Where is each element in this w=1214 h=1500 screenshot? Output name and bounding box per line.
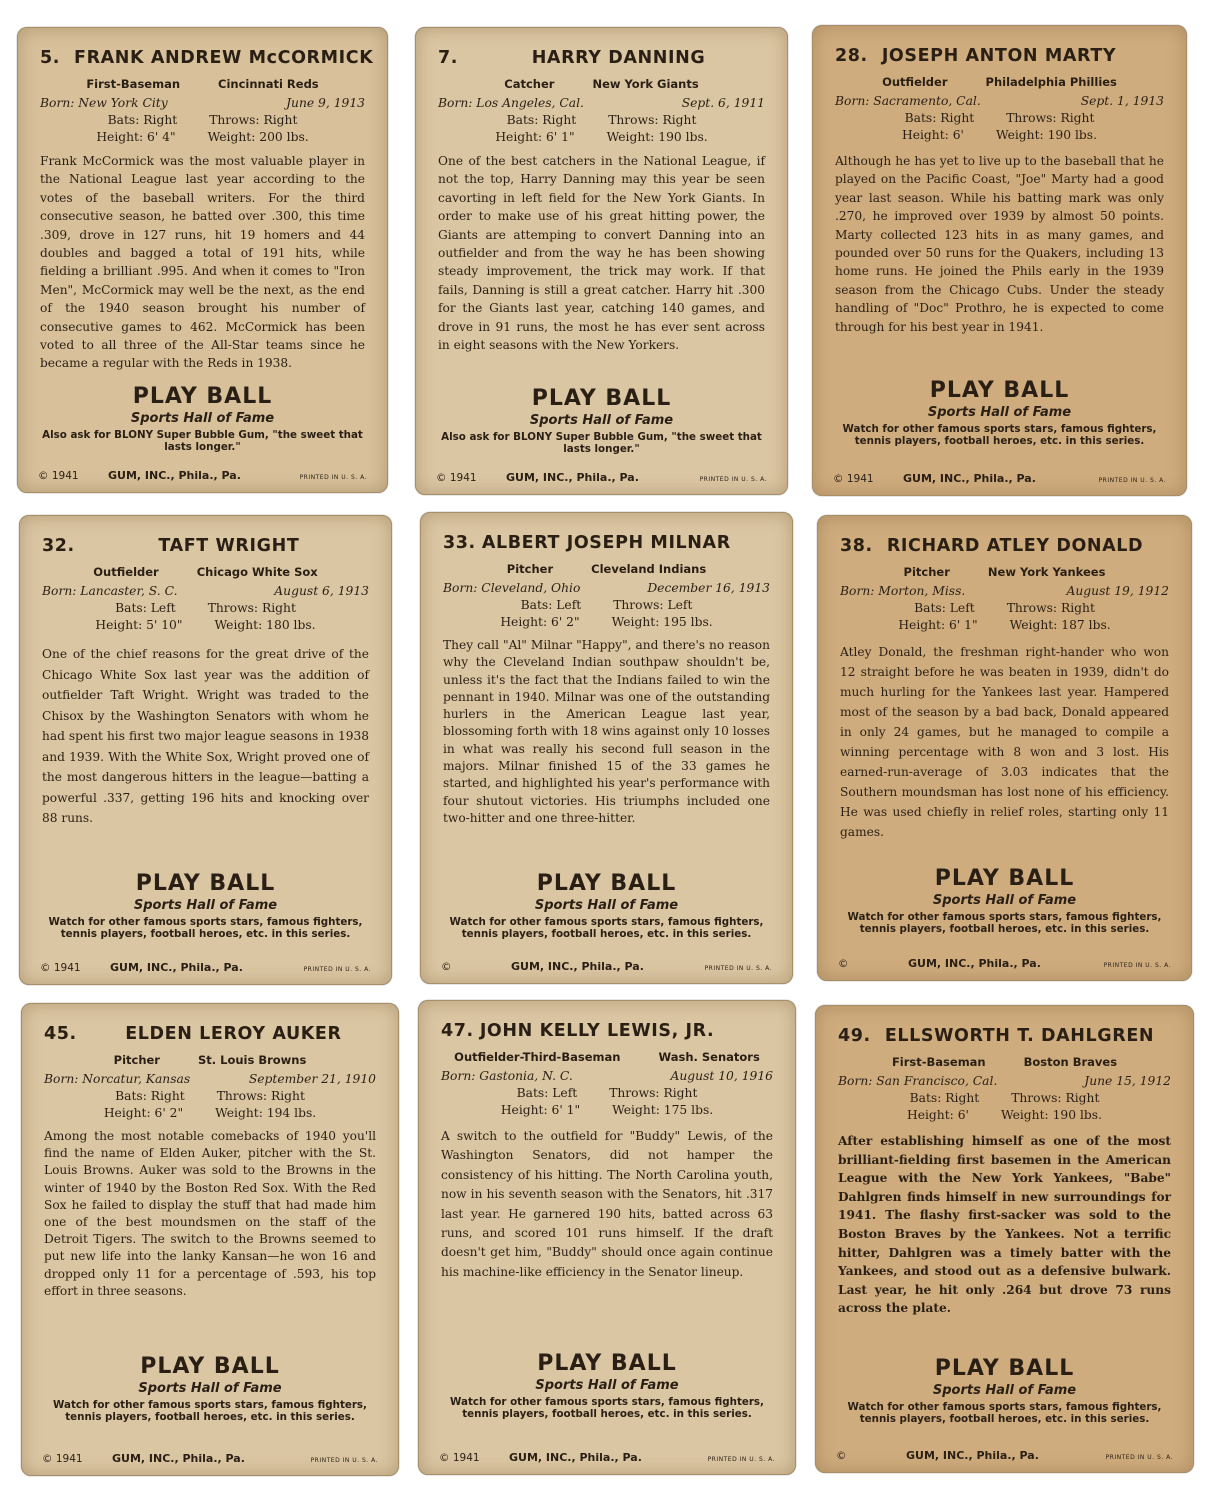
card-header bbox=[840, 536, 1169, 556]
card-45 bbox=[21, 1003, 399, 1476]
card-header bbox=[44, 1024, 376, 1044]
player-name: HARRY DANNING bbox=[531, 48, 706, 68]
bats-throws-row bbox=[40, 113, 365, 127]
player-bio: Atley Donald, the freshman right-hander who won 12 straight before he was beaten in 1939, didn't do much hurling for the Yankees last year. Hampered most of the season by a bad back, Donald appeared in only 24 games, but he managed to compile a winning percentage with 8 won and 3 lost. His earned-run-average of 3.03 indicates that the Southern moundsman has lost none of his efficiency. He was used chiefly in relief roles, starting only 11 games. bbox=[840, 645, 1169, 839]
born-row bbox=[438, 96, 765, 110]
card-header bbox=[438, 48, 765, 68]
player-position: Outfielder bbox=[882, 75, 948, 89]
promo-note: Watch for other famous sports stars, famous fighters, tennis players, football heroes, etc. in this series. bbox=[48, 916, 363, 940]
printed-usa: PRINTED IN U. S. A. bbox=[1105, 1454, 1173, 1461]
promo-note: Also ask for BLONY Super Bubble Gum, "the sweet that lasts longer." bbox=[42, 429, 363, 453]
bats-throws-row bbox=[840, 601, 1169, 615]
born-row bbox=[42, 584, 369, 598]
copyright: © 1941 bbox=[833, 473, 874, 485]
play-ball-block bbox=[818, 866, 1191, 935]
height-weight-row bbox=[838, 1108, 1171, 1122]
throws: Throws: Right bbox=[1006, 601, 1095, 615]
height: Height: 6' bbox=[902, 128, 964, 142]
player-team: Cincinnati Reds bbox=[218, 77, 319, 91]
card-footer bbox=[40, 961, 371, 974]
card-7 bbox=[415, 27, 788, 495]
play-ball-title: PLAY BALL bbox=[537, 1351, 677, 1376]
publisher: GUM, INC., Phila., Pa. bbox=[509, 1451, 642, 1464]
height-weight-row bbox=[40, 130, 365, 144]
bats: Bats: Right bbox=[107, 113, 178, 127]
weight: Weight: 180 lbs. bbox=[214, 618, 316, 632]
play-ball-title: PLAY BALL bbox=[934, 1356, 1075, 1381]
player-team: Boston Braves bbox=[1023, 1055, 1118, 1069]
bats: Bats: Right bbox=[909, 1091, 980, 1105]
born-row bbox=[441, 1069, 773, 1083]
play-ball-title: PLAY BALL bbox=[929, 378, 1070, 403]
birthplace: Born: New York City bbox=[40, 96, 168, 110]
play-ball-title: PLAY BALL bbox=[934, 866, 1075, 891]
publisher: GUM, INC., Phila., Pa. bbox=[110, 961, 243, 974]
card-header bbox=[835, 46, 1164, 66]
position-row bbox=[835, 75, 1164, 89]
publisher: GUM, INC., Phila., Pa. bbox=[511, 960, 644, 973]
height: Height: 6' 1" bbox=[500, 1103, 581, 1117]
height-weight-row bbox=[441, 1103, 773, 1117]
bats: Bats: Right bbox=[506, 113, 577, 127]
height-weight-row bbox=[840, 618, 1169, 632]
play-ball-subtitle: Sports Hall of Fame bbox=[932, 893, 1077, 908]
birthplace: Born: Morton, Miss. bbox=[840, 584, 966, 598]
height-weight-row bbox=[42, 618, 369, 632]
birthdate: September 21, 1910 bbox=[248, 1072, 376, 1086]
player-name: JOHN KELLY LEWIS, JR. bbox=[479, 1021, 715, 1041]
birthplace: Born: San Francisco, Cal. bbox=[838, 1074, 998, 1088]
player-name: JOSEPH ANTON MARTY bbox=[881, 46, 1117, 66]
birthdate: August 19, 1912 bbox=[1066, 584, 1169, 598]
throws: Throws: Left bbox=[613, 598, 693, 612]
printed-usa: PRINTED IN U. S. A. bbox=[299, 474, 367, 481]
bats-throws-row bbox=[838, 1091, 1171, 1105]
play-ball-block bbox=[416, 386, 787, 455]
birthdate: June 15, 1912 bbox=[1084, 1074, 1171, 1088]
play-ball-subtitle: Sports Hall of Fame bbox=[138, 1381, 282, 1396]
player-name: ELLSWORTH T. DAHLGREN bbox=[884, 1026, 1155, 1046]
printed-usa: PRINTED IN U. S. A. bbox=[707, 1456, 775, 1463]
throws: Throws: Right bbox=[608, 113, 697, 127]
height: Height: 6' bbox=[907, 1108, 969, 1122]
position-row bbox=[42, 565, 369, 579]
play-ball-block bbox=[419, 1351, 795, 1420]
play-ball-subtitle: Sports Hall of Fame bbox=[133, 898, 278, 913]
bats-throws-row bbox=[443, 598, 770, 612]
height: Height: 6' 2" bbox=[103, 1106, 184, 1120]
height: Height: 5' 10" bbox=[95, 618, 183, 632]
born-row bbox=[838, 1074, 1171, 1088]
card-number: 45. bbox=[44, 1024, 77, 1044]
printed-usa: PRINTED IN U. S. A. bbox=[704, 965, 772, 972]
player-name: ELDEN LEROY AUKER bbox=[125, 1024, 342, 1044]
card-49 bbox=[815, 1005, 1194, 1473]
card-number: 7. bbox=[438, 48, 459, 68]
copyright: © bbox=[838, 958, 849, 970]
height: Height: 6' 1" bbox=[495, 130, 575, 144]
position-row bbox=[441, 1050, 773, 1064]
birthdate: December 16, 1913 bbox=[647, 581, 770, 595]
card-33 bbox=[420, 512, 793, 984]
player-team: Wash. Senators bbox=[658, 1050, 760, 1064]
player-bio: Among the most notable comebacks of 1940 you'll find the name of Elden Auker, pitcher with the St. Louis Browns. Auker was sold to the Browns in the winter of 1940 by the Boston Red Sox. With the Red Sox he failed to display the stuff that had made him one of the best moundsmen on the staff of the Detroit Tigers. The switch to the Browns seemed to put new life into the lanky Kansan—he won 16 and dropped only 11 for a percentage of .593, his top effort in three seasons. bbox=[44, 1129, 376, 1298]
height: Height: 6' 2" bbox=[500, 615, 580, 629]
play-ball-title: PLAY BALL bbox=[536, 871, 677, 896]
card-header bbox=[443, 533, 770, 553]
position-row bbox=[40, 77, 365, 91]
promo-note: Watch for other famous sports stars, famous fighters, tennis players, football heroes, etc. in this series. bbox=[847, 911, 1162, 935]
player-position: Catcher bbox=[504, 77, 555, 91]
publisher: GUM, INC., Phila., Pa. bbox=[903, 472, 1036, 485]
player-name: TAFT WRIGHT bbox=[158, 536, 300, 556]
printed-usa: PRINTED IN U. S. A. bbox=[699, 476, 767, 483]
publisher: GUM, INC., Phila., Pa. bbox=[112, 1452, 245, 1465]
player-bio: Frank McCormick was the most valuable player in the National League last year according to the votes of the baseball writers. For the third consecutive season, he batted over .300, this time .309, drove in 127 runs, hit 19 homers and 44 doubles and bagged a total of 191 hits, while fielding a brilliant .995. And when it comes to "Iron Men", McCormick may well be the next, as the end of the 1940 season brought his number of consecutive games to 462. McCormick has been voted to all three of the All-Star teams since he became a regular with the Reds in 1938. bbox=[40, 154, 365, 371]
card-number: 5. bbox=[40, 48, 61, 68]
birthdate: August 6, 1913 bbox=[274, 584, 369, 598]
player-bio: A switch to the outfield for "Buddy" Lewis, of the Washington Senators, did not hamper the consistency of his hitting. The North Carolina youth, now in his seventh season with the Senators, hit .317 last year. He garnered 190 hits, batted across 63 runs, and scored 101 runs himself. If the draft doesn't get him, "Buddy" should once again continue his machine-like efficiency in the Senator lineup. bbox=[441, 1129, 773, 1279]
card-number: 28. bbox=[835, 46, 868, 66]
play-ball-title: PLAY BALL bbox=[531, 386, 672, 411]
publisher: GUM, INC., Phila., Pa. bbox=[506, 471, 639, 484]
player-team: New York Yankees bbox=[987, 565, 1106, 579]
player-position: Pitcher bbox=[113, 1053, 160, 1067]
player-bio: Although he has yet to live up to the baseball that he played on the Pacific Coast, "Joe" Marty had a good year last season. While his batting mark was only .270, he improved over 1939 by almost 50 points. Marty collected 123 hits in as many games, and pounded over 50 runs for the Quakers, including 13 home runs. He joined the Phils early in the 1939 season from the Chicago Cubs. Under the steady handling of "Doc" Prothro, he is expected to come through for his best year in 1941. bbox=[835, 154, 1164, 334]
card-header bbox=[838, 1026, 1171, 1046]
position-row bbox=[838, 1055, 1171, 1069]
copyright: © 1941 bbox=[439, 1452, 480, 1464]
throws: Throws: Right bbox=[216, 1089, 305, 1103]
play-ball-title: PLAY BALL bbox=[135, 871, 276, 896]
player-team: New York Giants bbox=[592, 77, 699, 91]
publisher: GUM, INC., Phila., Pa. bbox=[108, 469, 241, 482]
player-team: Cleveland Indians bbox=[591, 562, 707, 576]
play-ball-subtitle: Sports Hall of Fame bbox=[534, 898, 679, 913]
promo-note: Watch for other famous sports stars, famous fighters, tennis players, football heroes, etc. in this series. bbox=[450, 1396, 764, 1420]
player-position: First-Baseman bbox=[86, 77, 181, 91]
promo-note: Watch for other famous sports stars, famous fighters, tennis players, football heroes, etc. in this series. bbox=[842, 423, 1157, 447]
card-footer bbox=[38, 469, 367, 482]
position-row bbox=[840, 565, 1169, 579]
card-number: 38. bbox=[840, 536, 873, 556]
height: Height: 6' 1" bbox=[898, 618, 978, 632]
play-ball-block bbox=[18, 384, 387, 453]
bats-throws-row bbox=[441, 1086, 773, 1100]
player-name: RICHARD ATLEY DONALD bbox=[886, 536, 1144, 556]
weight: Weight: 195 lbs. bbox=[611, 615, 713, 629]
play-ball-block bbox=[813, 378, 1186, 447]
card-5 bbox=[17, 27, 388, 493]
card-number: 47. bbox=[441, 1021, 474, 1041]
height-weight-row bbox=[443, 615, 770, 629]
copyright: © 1941 bbox=[42, 1453, 83, 1465]
birthdate: Sept. 1, 1913 bbox=[1080, 94, 1164, 108]
throws: Throws: Right bbox=[1006, 111, 1095, 125]
player-bio: They call "Al" Milnar "Happy", and there's no reason why the Cleveland Indian southpaw shouldn't be, unless it's the fact that the Indians failed to win the pennant in 1940. Milnar was one of the outstanding hurlers in the American League last year, blossoming forth with 18 wins against only 10 losses in what was really his second full season in the majors. Milnar finished 15 of the 33 games he started, and highlighted his year's performance with four shutout victories. His triumphs included one two-hitter and one three-hitter. bbox=[443, 638, 770, 825]
card-footer bbox=[836, 1449, 1173, 1462]
player-position: Pitcher bbox=[903, 565, 950, 579]
promo-note: Also ask for BLONY Super Bubble Gum, "the sweet that lasts longer." bbox=[441, 431, 762, 455]
card-footer bbox=[436, 471, 767, 484]
bats-throws-row bbox=[438, 113, 765, 127]
promo-note: Watch for other famous sports stars, famous fighters, tennis players, football heroes, etc. in this series. bbox=[847, 1401, 1162, 1425]
card-header bbox=[42, 536, 369, 556]
throws: Throws: Right bbox=[207, 601, 296, 615]
card-number: 49. bbox=[838, 1026, 871, 1046]
copyright: © 1941 bbox=[40, 962, 81, 974]
weight: Weight: 175 lbs. bbox=[612, 1103, 714, 1117]
card-number: 33. bbox=[443, 533, 476, 553]
throws: Throws: Right bbox=[609, 1086, 698, 1100]
bats-throws-row bbox=[44, 1089, 376, 1103]
copyright: © bbox=[836, 1450, 847, 1462]
player-team: St. Louis Browns bbox=[197, 1053, 307, 1067]
player-position: Outfielder-Third-Baseman bbox=[454, 1050, 621, 1064]
printed-usa: PRINTED IN U. S. A. bbox=[1098, 477, 1166, 484]
player-team: Philadelphia Phillies bbox=[985, 75, 1117, 89]
card-footer bbox=[42, 1452, 378, 1465]
play-ball-block bbox=[20, 871, 391, 940]
birthplace: Born: Sacramento, Cal. bbox=[835, 94, 981, 108]
copyright: © 1941 bbox=[436, 472, 477, 484]
publisher: GUM, INC., Phila., Pa. bbox=[908, 957, 1041, 970]
printed-usa: PRINTED IN U. S. A. bbox=[303, 966, 371, 973]
birthdate: August 10, 1916 bbox=[670, 1069, 773, 1083]
height: Height: 6' 4" bbox=[96, 130, 176, 144]
bats: Bats: Left bbox=[520, 598, 582, 612]
weight: Weight: 190 lbs. bbox=[1000, 1108, 1102, 1122]
copyright: © bbox=[441, 961, 452, 973]
player-team: Chicago White Sox bbox=[196, 565, 318, 579]
player-bio: One of the chief reasons for the great drive of the Chicago White Sox last year was the addition of outfielder Taft Wright. Wright was traded to the Chisox by the Washington Senators with whom he had spent his first two major league seasons in 1938 and 1939. With the White Sox, Wright proved one of the most dangerous hitters in the league—batting a powerful .337, getting 196 hits and knocking over 88 runs. bbox=[42, 647, 369, 825]
player-name: ALBERT JOSEPH MILNAR bbox=[481, 533, 731, 553]
bats: Bats: Left bbox=[914, 601, 975, 615]
card-footer bbox=[838, 957, 1171, 970]
play-ball-title: PLAY BALL bbox=[132, 384, 273, 409]
card-28 bbox=[812, 25, 1187, 496]
play-ball-subtitle: Sports Hall of Fame bbox=[535, 1378, 679, 1393]
birthdate: June 9, 1913 bbox=[286, 96, 365, 110]
card-38 bbox=[817, 515, 1192, 981]
play-ball-block bbox=[816, 1356, 1193, 1425]
player-position: Pitcher bbox=[506, 562, 554, 576]
player-bio: After establishing himself as one of the most brilliant-fielding first basemen in the American League with the New York Yankees, "Babe" Dahlgren finds himself in new surroundings for 1941. The flashy first-sacker was sold to the Boston Braves by the Yankees. Not a terrific hitter, Dahlgren was a timely batter with the Yankees, and stood out as a defensive bulwark. Last year, he hit only .264 but drove 73 runs across the plate. bbox=[838, 1134, 1171, 1316]
card-footer bbox=[441, 960, 772, 973]
printed-usa: PRINTED IN U. S. A. bbox=[1103, 962, 1171, 969]
play-ball-block bbox=[22, 1354, 398, 1423]
bats-throws-row bbox=[42, 601, 369, 615]
throws: Throws: Right bbox=[209, 113, 298, 127]
born-row bbox=[835, 94, 1164, 108]
position-row bbox=[438, 77, 765, 91]
weight: Weight: 194 lbs. bbox=[215, 1106, 317, 1120]
bats: Bats: Left bbox=[115, 601, 176, 615]
weight: Weight: 190 lbs. bbox=[995, 128, 1097, 142]
player-position: Outfielder bbox=[93, 565, 159, 579]
birthplace: Born: Norcatur, Kansas bbox=[44, 1072, 191, 1086]
born-row bbox=[840, 584, 1169, 598]
weight: Weight: 187 lbs. bbox=[1009, 618, 1111, 632]
promo-note: Watch for other famous sports stars, famous fighters, tennis players, football heroes, etc. in this series. bbox=[53, 1399, 367, 1423]
play-ball-subtitle: Sports Hall of Fame bbox=[529, 413, 674, 428]
card-number: 32. bbox=[42, 536, 75, 556]
birthplace: Born: Cleveland, Ohio bbox=[443, 581, 581, 595]
card-47 bbox=[418, 1000, 796, 1475]
weight: Weight: 190 lbs. bbox=[606, 130, 708, 144]
printed-usa: PRINTED IN U. S. A. bbox=[310, 1457, 378, 1464]
play-ball-subtitle: Sports Hall of Fame bbox=[927, 405, 1072, 420]
birthplace: Born: Los Angeles, Cal. bbox=[438, 96, 584, 110]
play-ball-subtitle: Sports Hall of Fame bbox=[130, 411, 275, 426]
bats: Bats: Right bbox=[115, 1089, 185, 1103]
position-row bbox=[443, 562, 770, 576]
publisher: GUM, INC., Phila., Pa. bbox=[906, 1449, 1039, 1462]
born-row bbox=[443, 581, 770, 595]
copyright: © 1941 bbox=[38, 470, 79, 482]
throws: Throws: Right bbox=[1011, 1091, 1100, 1105]
position-row bbox=[44, 1053, 376, 1067]
player-name: FRANK ANDREW McCORMICK bbox=[74, 48, 374, 68]
bats-throws-row bbox=[835, 111, 1164, 125]
birthplace: Born: Gastonia, N. C. bbox=[441, 1069, 573, 1083]
card-footer bbox=[439, 1451, 775, 1464]
card-footer bbox=[833, 472, 1166, 485]
play-ball-subtitle: Sports Hall of Fame bbox=[932, 1383, 1077, 1398]
birthdate: Sept. 6, 1911 bbox=[681, 96, 765, 110]
height-weight-row bbox=[438, 130, 765, 144]
born-row bbox=[44, 1072, 376, 1086]
player-bio: One of the best catchers in the National League, if not the top, Harry Danning may this year be seen cavorting in left field for the New York Giants. In order to make use of his great hitting power, the Giants are attemping to convert Danning into an outfielder and from the way he has been showing steady improvement, the trick may work. If that fails, Danning is still a great catcher. Harry hit .300 for the Giants last year, catching 140 games, and drove in 91 runs, the most he has ever sent across in eight seasons with the New Yorkers. bbox=[438, 154, 765, 353]
promo-note: Watch for other famous sports stars, famous fighters, tennis players, football heroes, etc. in this series. bbox=[449, 916, 764, 940]
card-32 bbox=[19, 515, 392, 985]
height-weight-row bbox=[835, 128, 1164, 142]
player-position: First-Baseman bbox=[891, 1055, 986, 1069]
weight: Weight: 200 lbs. bbox=[207, 130, 309, 144]
play-ball-title: PLAY BALL bbox=[140, 1354, 280, 1379]
card-header bbox=[441, 1021, 773, 1041]
bats: Bats: Left bbox=[516, 1086, 578, 1100]
born-row bbox=[40, 96, 365, 110]
height-weight-row bbox=[44, 1106, 376, 1120]
card-header bbox=[40, 48, 374, 68]
bats: Bats: Right bbox=[904, 111, 975, 125]
play-ball-block bbox=[421, 871, 792, 940]
birthplace: Born: Lancaster, S. C. bbox=[42, 584, 178, 598]
